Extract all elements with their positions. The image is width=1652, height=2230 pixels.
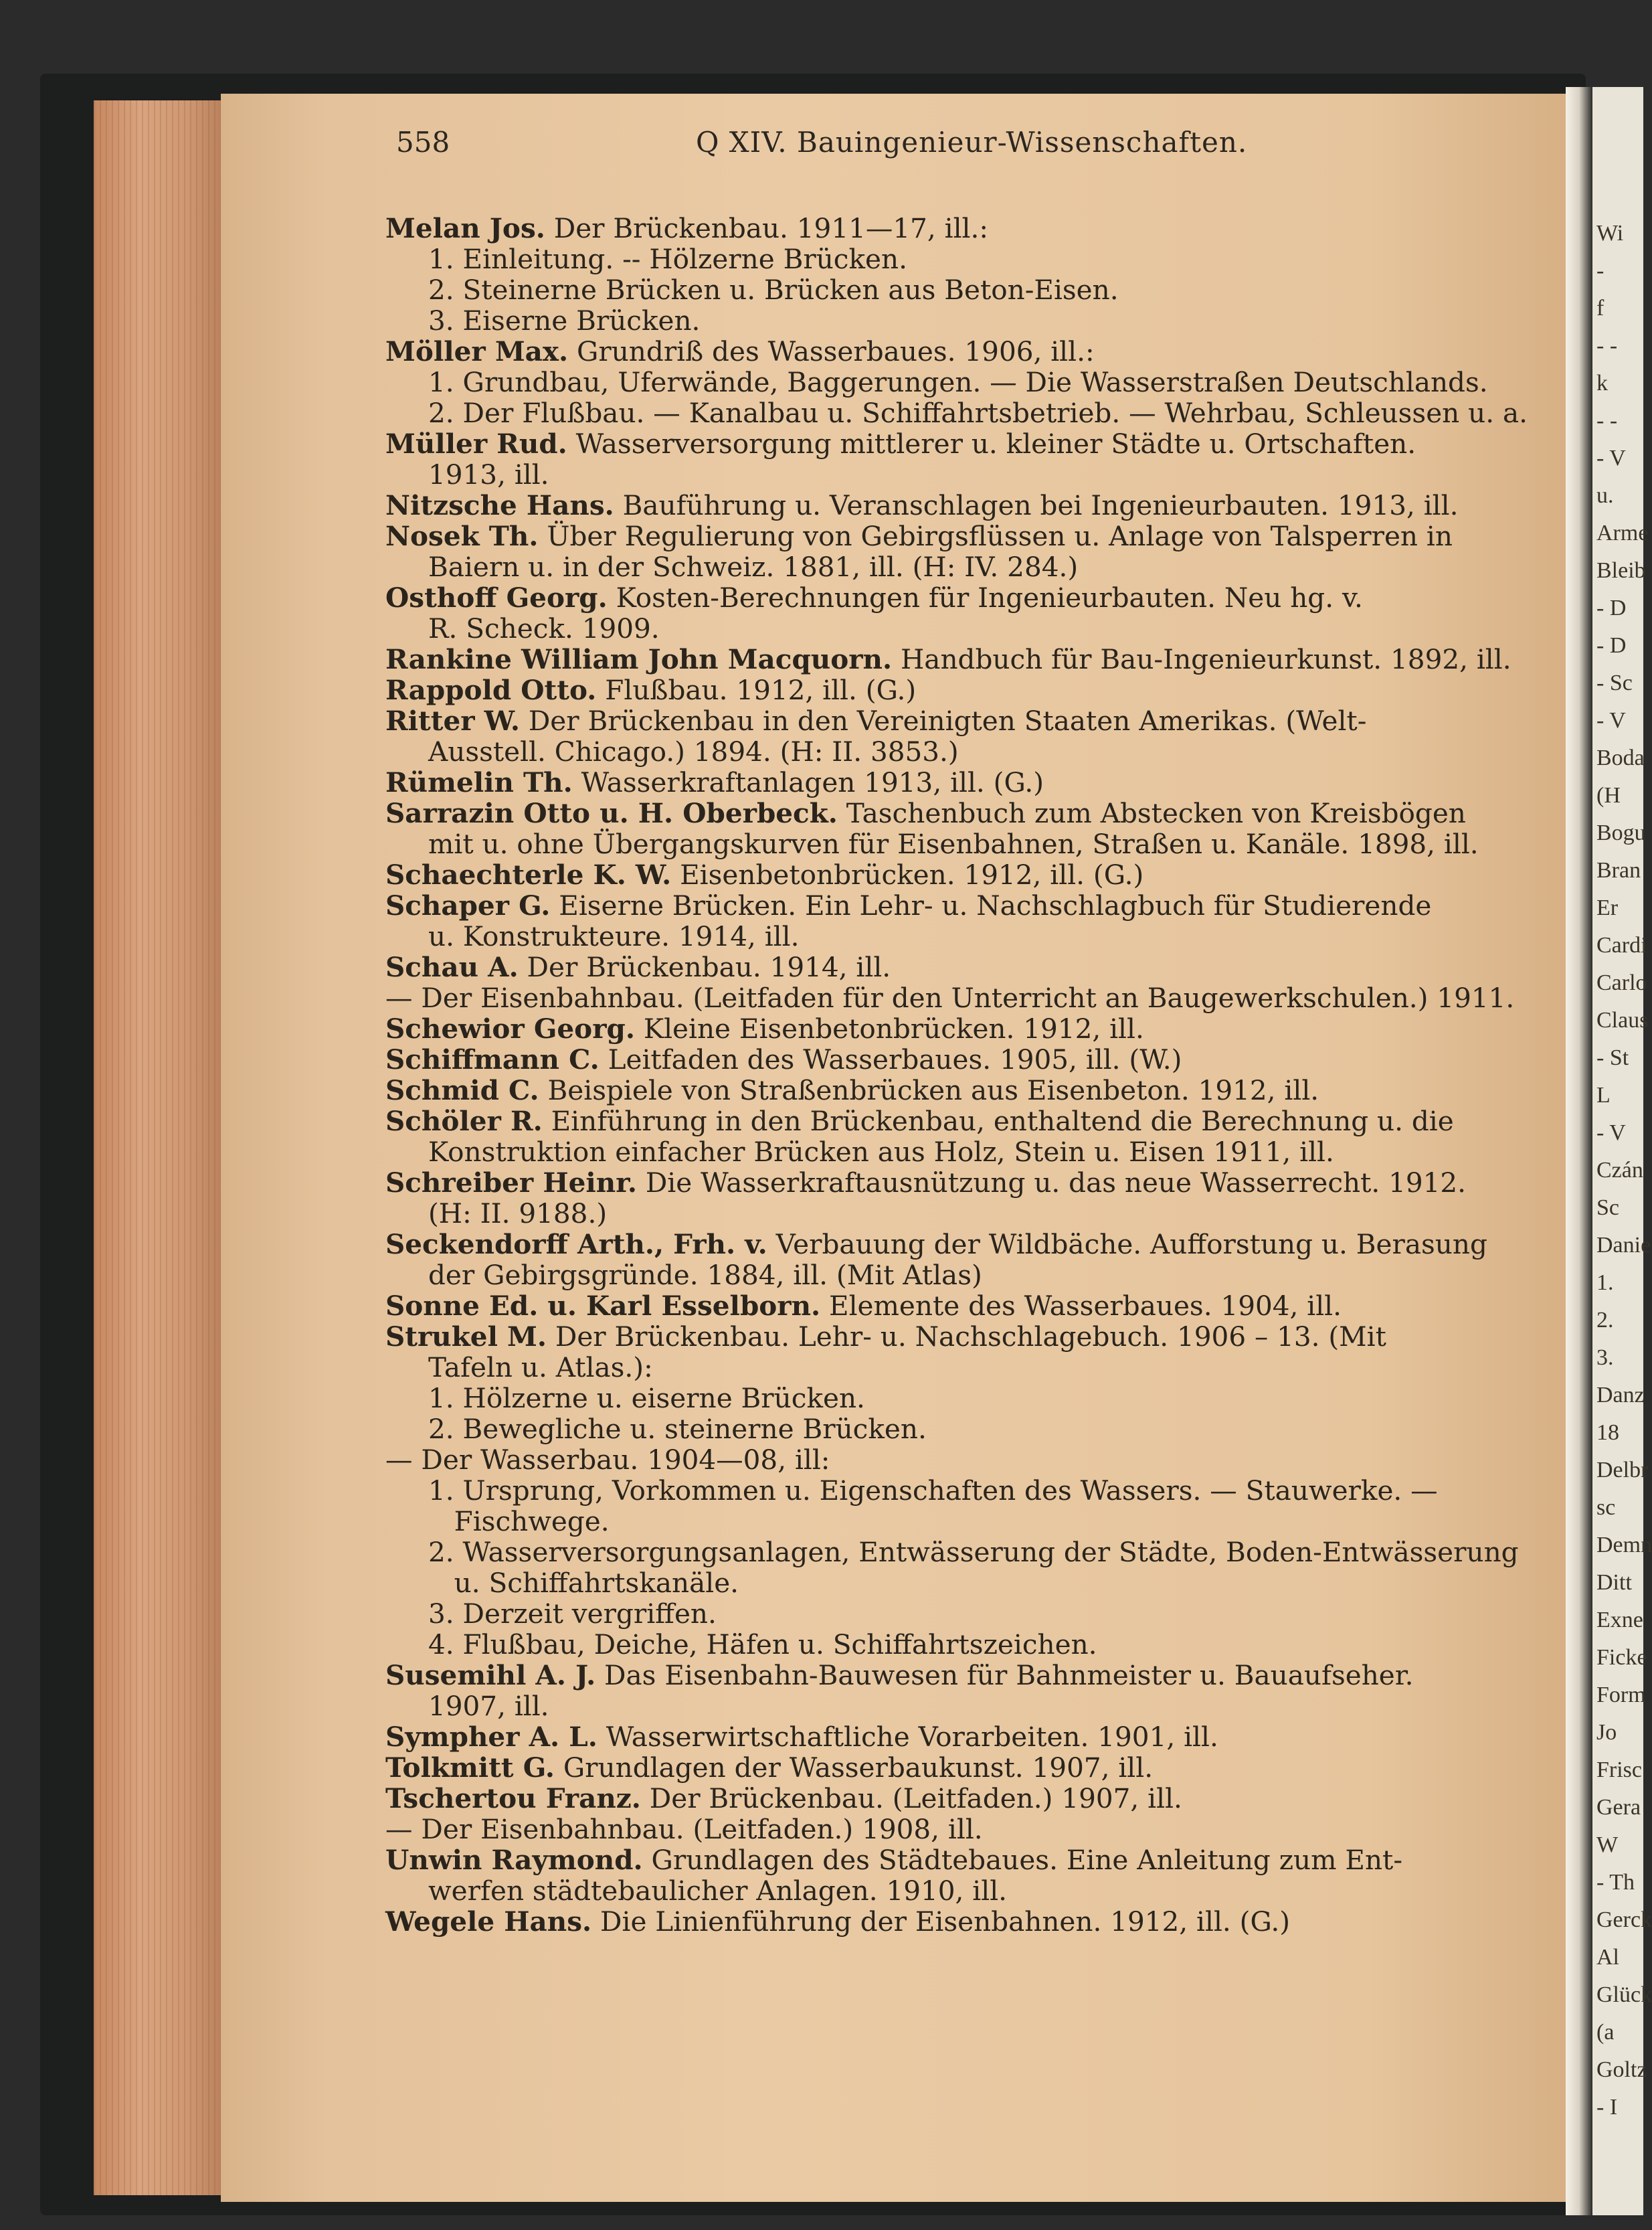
bibliography-entry [385,1814,1543,1845]
adjacent-page-fragment: k [1596,371,1608,396]
entry-first-line [385,582,1543,613]
entry-author: Rankine William John Macquorn. [385,643,893,675]
adjacent-page-fragment: u. [1596,483,1614,508]
bibliography-entry [385,1752,1543,1783]
entry-title: Der Brückenbau. 1911—17, ill.: [553,212,989,244]
adjacent-page-fragment: Goltz [1596,2057,1647,2082]
adjacent-page-fragment: Danz [1596,1383,1645,1407]
entry-title: Wasserkraftanlagen 1913, ill. (G.) [581,766,1044,798]
entry-first-line [385,1167,1543,1198]
bibliography-entry [385,1229,1543,1290]
adjacent-page-fragment: - St [1596,1045,1629,1070]
adjacent-page-fragment: - Th [1596,1870,1635,1895]
bibliography-entry [385,1783,1543,1814]
adjacent-page-fragment: f [1596,296,1604,321]
adjacent-page-fragment: - V [1596,1120,1626,1145]
bibliography-list [385,213,1543,1937]
entry-first-line [385,1290,1543,1321]
entry-author: Unwin Raymond. [385,1844,643,1876]
bibliography-entry [385,859,1543,890]
entry-author: Schreiber Heinr. [385,1167,637,1199]
entry-title: Über Regulierung von Gebirgsflüssen u. Anlage von Talsperren in [547,520,1453,552]
entry-continuation: der Gebirgsgründe. 1884, ill. (Mit Atlas) [428,1259,982,1291]
entry-title: Flußbau. 1912, ill. (G.) [605,674,917,706]
entry-volume: 2. Wasserversorgungsanlagen, Entwässerung der Städte, Boden-Entwässerung [428,1536,1519,1568]
entry-title: Einführung in den Brückenbau, enthaltend die Berechnung u. die [551,1105,1454,1137]
entry-title: Das Eisenbahn-Bauwesen für Bahnmeister u. Bauaufseher. [604,1659,1414,1691]
entry-continuation: u. Konstrukteure. 1914, ill. [428,920,800,952]
entry-title: Taschenbuch zum Abstecken von Kreisbögen [846,797,1466,829]
entry-first-line [385,1075,1543,1106]
adjacent-page-fragment: Bleib [1596,558,1646,583]
entry-volume: 4. Flußbau, Deiche, Häfen u. Schiffahrtszeichen. [428,1628,1097,1660]
entry-title: Wasserversorgung mittlerer u. kleiner Städte u. Ortschaften. [575,428,1416,460]
bibliography-entry [385,644,1543,675]
bibliography-entry [385,1660,1543,1721]
adjacent-page-fragment: Er [1596,895,1619,920]
entry-title: Wasserwirtschaftliche Vorarbeiten. 1901, ill. [606,1721,1218,1753]
entry-volume: 3. Eiserne Brücken. [428,305,701,337]
entry-first-line [385,1906,1543,1937]
bibliography-entry [385,428,1543,490]
entry-continuation: Tafeln u. Atlas.): [428,1351,653,1383]
entry-author: Wegele Hans. [385,1905,592,1938]
entry-volume: u. Schiffahrtskanäle. [428,1567,739,1599]
entry-author: Schiffmann C. [385,1043,600,1076]
adjacent-page-fragment: Bogu [1596,821,1646,845]
entry-continuation: 1907, ill. [428,1690,549,1722]
ditto-dash: — [385,1813,413,1845]
book-gutter [1566,87,1592,2215]
bibliography-entry [385,675,1543,705]
adjacent-page-fragment: Gerck [1596,1907,1652,1932]
adjacent-page-fragment: W [1596,1832,1619,1857]
entry-title: Eisenbetonbrücken. 1912, ill. (G.) [680,859,1144,891]
page-edge-lines [94,100,227,2195]
adjacent-page-fragment: sc [1596,1495,1616,1520]
adjacent-page-fragment: - D [1596,596,1627,620]
bibliography-entry [385,1075,1543,1106]
adjacent-page-fragment: Carlo [1596,970,1647,995]
entry-first-line [385,1845,1543,1875]
bibliography-entry [385,1444,1543,1660]
entry-title: Der Brückenbau. Lehr- u. Nachschlagebuch. 1906 – 13. (Mit [555,1320,1386,1353]
entry-title: Der Brückenbau in den Vereinigten Staaten Amerikas. (Welt- [528,705,1367,737]
entry-title: Eiserne Brücken. Ein Lehr- u. Nachschlagbuch für Studierende [559,889,1432,922]
bibliography-entry [385,1906,1543,1937]
adjacent-page-fragment: (a [1596,2020,1615,2045]
entry-author: Schaper G. [385,889,551,922]
entry-author: Möller Max. [385,335,569,367]
page-header [0,126,1643,166]
adjacent-page-fragment: Claus [1596,1008,1649,1033]
entry-title: Bauführung u. Veranschlagen bei Ingenieurbauten. 1913, ill. [622,489,1459,521]
entry-author: Sonne Ed. u. Karl Esselborn. [385,1290,821,1322]
entry-volume: 1. Grundbau, Uferwände, Baggerungen. — Die Wasserstraßen Deutschlands. [428,366,1488,398]
entry-continuation: 1913, ill. [428,458,549,491]
entry-title: Der Eisenbahnbau. (Leitfaden.) 1908, ill. [421,1813,983,1845]
bibliography-entry [385,213,1543,336]
entry-title: Die Wasserkraftausnützung u. das neue Wasserrecht. 1912. [645,1167,1467,1199]
entry-author: Tolkmitt G. [385,1751,555,1784]
adjacent-page-fragment: Ficke [1596,1645,1647,1670]
entry-author: Müller Rud. [385,428,567,460]
bibliography-entry [385,336,1543,428]
entry-first-line [385,1660,1543,1691]
ditto-dash: — [385,1444,413,1476]
bibliography-entry [385,1290,1543,1321]
entry-title: Leitfaden des Wasserbaues. 1905, ill. (W.) [608,1043,1182,1076]
bibliography-entry [385,1721,1543,1752]
entry-continuation: Konstruktion einfacher Brücken aus Holz, Stein u. Eisen 1911, ill. [428,1136,1334,1168]
adjacent-page-fragment: Demn [1596,1533,1652,1557]
adjacent-page-fragment: Sc [1596,1195,1619,1220]
entry-title: Grundlagen der Wasserbaukunst. 1907, ill. [563,1751,1154,1784]
entry-continuation: mit u. ohne Übergangskurven für Eisenbahnen, Straßen u. Kanäle. 1898, ill. [428,828,1479,860]
entry-volume: 1. Hölzerne u. eiserne Brücken. [428,1382,865,1414]
entry-title: Der Eisenbahnbau. (Leitfaden für den Unterricht an Baugewerkschulen.) 1911. [421,982,1515,1014]
adjacent-page-fragment: 3. [1596,1345,1614,1370]
entry-author: Rümelin Th. [385,766,573,798]
adjacent-page-fragment: Danie [1596,1233,1651,1258]
entry-author: Susemihl A. J. [385,1659,596,1691]
adjacent-page-fragment: Czán [1596,1158,1643,1183]
adjacent-page-fragment: - - [1596,408,1618,433]
entry-author: Melan Jos. [385,212,545,244]
bibliography-entry [385,521,1543,582]
entry-title: Verbauung der Wildbäche. Aufforstung u. Berasung [775,1228,1487,1260]
adjacent-page-fragment: - V [1596,446,1626,470]
entry-title: Grundlagen des Städtebaues. Eine Anleitung zum Ent- [651,1844,1403,1876]
adjacent-page-fragment: (H [1596,783,1621,808]
bibliography-entry [385,1321,1543,1444]
entry-title: Grundriß des Wasserbaues. 1906, ill.: [577,335,1095,367]
page-number: 558 [396,126,450,159]
adjacent-page-fragment: Exne [1596,1608,1643,1632]
bibliography-entry [385,1044,1543,1075]
entry-first-line [385,1013,1543,1044]
entry-author: Osthoff Georg. [385,582,608,614]
adjacent-page-fragment: Boda [1596,746,1645,770]
adjacent-page-fragment: Glück [1596,1982,1652,2007]
entry-first-line [385,336,1543,367]
entry-first-line [385,952,1543,982]
bibliography-entry [385,982,1543,1013]
bibliography-entry [385,1013,1543,1044]
bibliography-entry [385,798,1543,859]
entry-author: Rappold Otto. [385,674,597,706]
adjacent-page-fragment: - Sc [1596,671,1633,695]
entry-continuation: R. Scheck. 1909. [428,612,660,645]
adjacent-page [1592,87,1652,2215]
adjacent-page-fragment: Cardi [1596,933,1647,958]
adjacent-page-fragment: Arme [1596,521,1649,545]
entry-first-line [385,644,1543,675]
bibliography-entry [385,767,1543,798]
entry-continuation: Ausstell. Chicago.) 1894. (H: II. 3853.) [428,736,959,768]
entry-continuation: (H: II. 9188.) [428,1197,608,1229]
entry-first-line [385,859,1543,890]
section-title: Q XIV. Bauingenieur-Wissenschaften. [696,126,1248,159]
adjacent-page-fragment: - [1596,258,1604,283]
adjacent-page-fragment: 2. [1596,1308,1614,1333]
adjacent-page-fragment: Gera [1596,1795,1641,1820]
adjacent-page-fragment: Frisc [1596,1757,1642,1782]
entry-first-line [385,1229,1543,1260]
entry-volume: 2. Bewegliche u. steinerne Brücken. [428,1413,927,1445]
entry-author: Sarrazin Otto u. H. Oberbeck. [385,797,838,829]
entry-title: Elemente des Wasserbaues. 1904, ill. [829,1290,1342,1322]
bibliography-entry [385,705,1543,767]
entry-first-line [385,1783,1543,1814]
entry-continuation: Baiern u. in der Schweiz. 1881, ill. (H: IV. 284.) [428,551,1079,583]
adjacent-page-fragment: - D [1596,633,1627,658]
entry-continuation: werfen städtebaulicher Anlagen. 1910, ill. [428,1875,1008,1907]
adjacent-page-fragment: Al [1596,1945,1619,1970]
entry-first-line [385,1321,1543,1352]
entry-author: Nitzsche Hans. [385,489,614,521]
entry-title: Der Brückenbau. 1914, ill. [527,951,891,983]
bibliography-entry [385,1167,1543,1229]
entry-title: Der Brückenbau. (Leitfaden.) 1907, ill. [649,1782,1182,1814]
bibliography-entry [385,952,1543,982]
entry-author: Schöler R. [385,1105,543,1137]
entry-author: Strukel M. [385,1320,547,1353]
entry-author: Schmid C. [385,1074,539,1106]
entry-first-line [385,1814,1543,1845]
adjacent-page-fragment: Form [1596,1683,1646,1707]
ditto-dash: — [385,982,413,1014]
bibliography-entry [385,582,1543,644]
entry-author: Seckendorff Arth., Frh. v. [385,1228,767,1260]
entry-title: Beispiele von Straßenbrücken aus Eisenbeton. 1912, ill. [547,1074,1319,1106]
entry-first-line [385,982,1543,1013]
entry-author: Nosek Th. [385,520,539,552]
entry-title: Kleine Eisenbetonbrücken. 1912, ill. [643,1013,1144,1045]
adjacent-page-fragment: 18 [1596,1420,1619,1445]
entry-first-line [385,490,1543,521]
entry-first-line [385,1752,1543,1783]
entry-volume: 2. Steinerne Brücken u. Brücken aus Beton-Eisen. [428,274,1119,306]
entry-title: Kosten-Berechnungen für Ingenieurbauten. Neu hg. v. [616,582,1363,614]
adjacent-page-fragment: - V [1596,708,1626,733]
entry-title: Die Linienführung der Eisenbahnen. 1912, ill. (G.) [600,1905,1291,1938]
entry-volume: Fischwege. [428,1505,610,1537]
entry-first-line [385,675,1543,705]
adjacent-page-fragment: Wi [1596,221,1624,246]
entry-first-line [385,1444,1543,1475]
adjacent-page-fragment: Jo [1596,1720,1617,1745]
entry-title: Handbuch für Bau-Ingenieurkunst. 1892, ill. [900,643,1511,675]
entry-first-line [385,798,1543,829]
entry-first-line [385,213,1543,244]
entry-volume: 1. Einleitung. -- Hölzerne Brücken. [428,243,907,275]
adjacent-page-fragment: Ditt [1596,1570,1632,1595]
bibliography-entry [385,890,1543,952]
bibliography-entry [385,490,1543,521]
entry-author: Tschertou Franz. [385,1782,641,1814]
entry-first-line [385,428,1543,459]
entry-first-line [385,1044,1543,1075]
adjacent-page-fragment: Delbr [1596,1458,1649,1482]
entry-volume: 3. Derzeit vergriffen. [428,1598,717,1630]
adjacent-page-fragment: - - [1596,333,1618,358]
entry-first-line [385,890,1543,921]
entry-author: Schau A. [385,951,519,983]
bibliography-entry [385,1845,1543,1906]
entry-first-line [385,1721,1543,1752]
entry-first-line [385,1106,1543,1136]
entry-volume: 1. Ursprung, Vorkommen u. Eigenschaften des Wassers. — Stauwerke. — [428,1474,1438,1507]
bibliography-entry [385,1106,1543,1167]
adjacent-page-fragment: L [1596,1083,1611,1108]
adjacent-page-fragment: Bran [1596,858,1641,883]
entry-author: Sympher A. L. [385,1721,598,1753]
entry-author: Ritter W. [385,705,520,737]
entry-title: Der Wasserbau. 1904—08, ill: [421,1444,830,1476]
adjacent-page-fragment: 1. [1596,1270,1614,1295]
entry-first-line [385,705,1543,736]
adjacent-page-fragment: - I [1596,2095,1618,2120]
entry-author: Schaechterle K. W. [385,859,672,891]
entry-first-line [385,767,1543,798]
entry-volume: 2. Der Flußbau. — Kanalbau u. Schiffahrtsbetrieb. — Wehrbau, Schleussen u. a. [428,397,1528,429]
entry-first-line [385,521,1543,551]
entry-author: Schewior Georg. [385,1013,635,1045]
